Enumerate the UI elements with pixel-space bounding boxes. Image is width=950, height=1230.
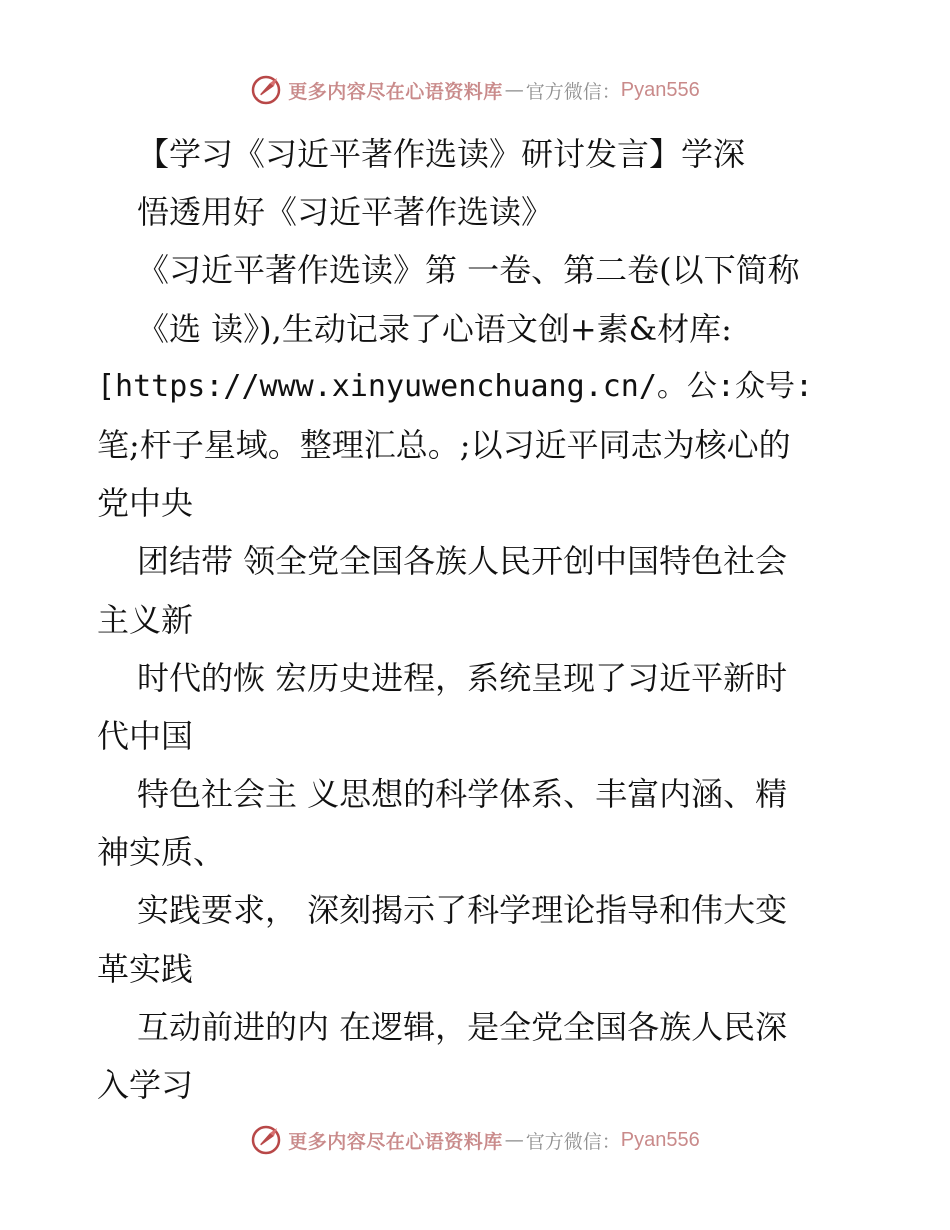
banner-wechat-id: Pyan556: [620, 1128, 700, 1151]
text-line: 入学习: [97, 1066, 194, 1104]
header-banner: [0, 70, 950, 110]
text-line: 神实质、: [97, 833, 226, 872]
text-line: 《选 读》),生动记录了心语文创+素&材库:: [137, 309, 732, 348]
text-line: 团结带 领全党全国各族人民开创中国特色社会: [137, 542, 788, 581]
text-line: 特色社会主 义思想的科学体系、丰富内涵、精: [137, 775, 788, 814]
banner-main-text: 更多内容尽在心语资料库: [288, 1130, 503, 1153]
quill-logo-icon: [250, 1124, 282, 1156]
banner-separator: —: [504, 79, 524, 101]
text-line: 《习近平著作选读》第 一卷、第二卷(以下简称: [137, 251, 800, 290]
text-line: 党中央: [97, 484, 194, 523]
footer-banner: [0, 1120, 950, 1160]
banner-wechat-label: 官方微信：: [525, 1130, 621, 1153]
text-line-url: [https://www.xinyuwenchuang.cn/。公:众号:: [97, 368, 814, 404]
text-line: 悟透用好《习近平著作选读》: [137, 193, 554, 232]
text-line: 主义新: [97, 600, 194, 639]
text-line: 互动前进的内 在逻辑，是全党全国各族人民深: [137, 1007, 788, 1046]
text-line: 时代的恢 宏历史进程，系统呈现了习近平新时: [137, 658, 788, 697]
banner-main-text: 更多内容尽在心语资料库: [288, 80, 503, 103]
text-line: 实践要求， 深刻揭示了科学理论指导和伟大变: [137, 891, 788, 930]
banner-wechat-label: 官方微信：: [525, 80, 621, 103]
banner-wechat-id: Pyan556: [620, 78, 700, 101]
text-line: 【学习《习近平著作选读》研讨发言】学深: [137, 135, 746, 173]
document-body: [0, 125, 950, 1114]
text-line: 革实践: [97, 949, 194, 988]
text-line: 笔;杆子星域。整理汇总。;以习近平同志为核心的: [97, 425, 791, 464]
text-line: 代中国: [97, 716, 194, 755]
banner-separator: —: [504, 1129, 524, 1151]
quill-logo-icon: [250, 74, 282, 106]
